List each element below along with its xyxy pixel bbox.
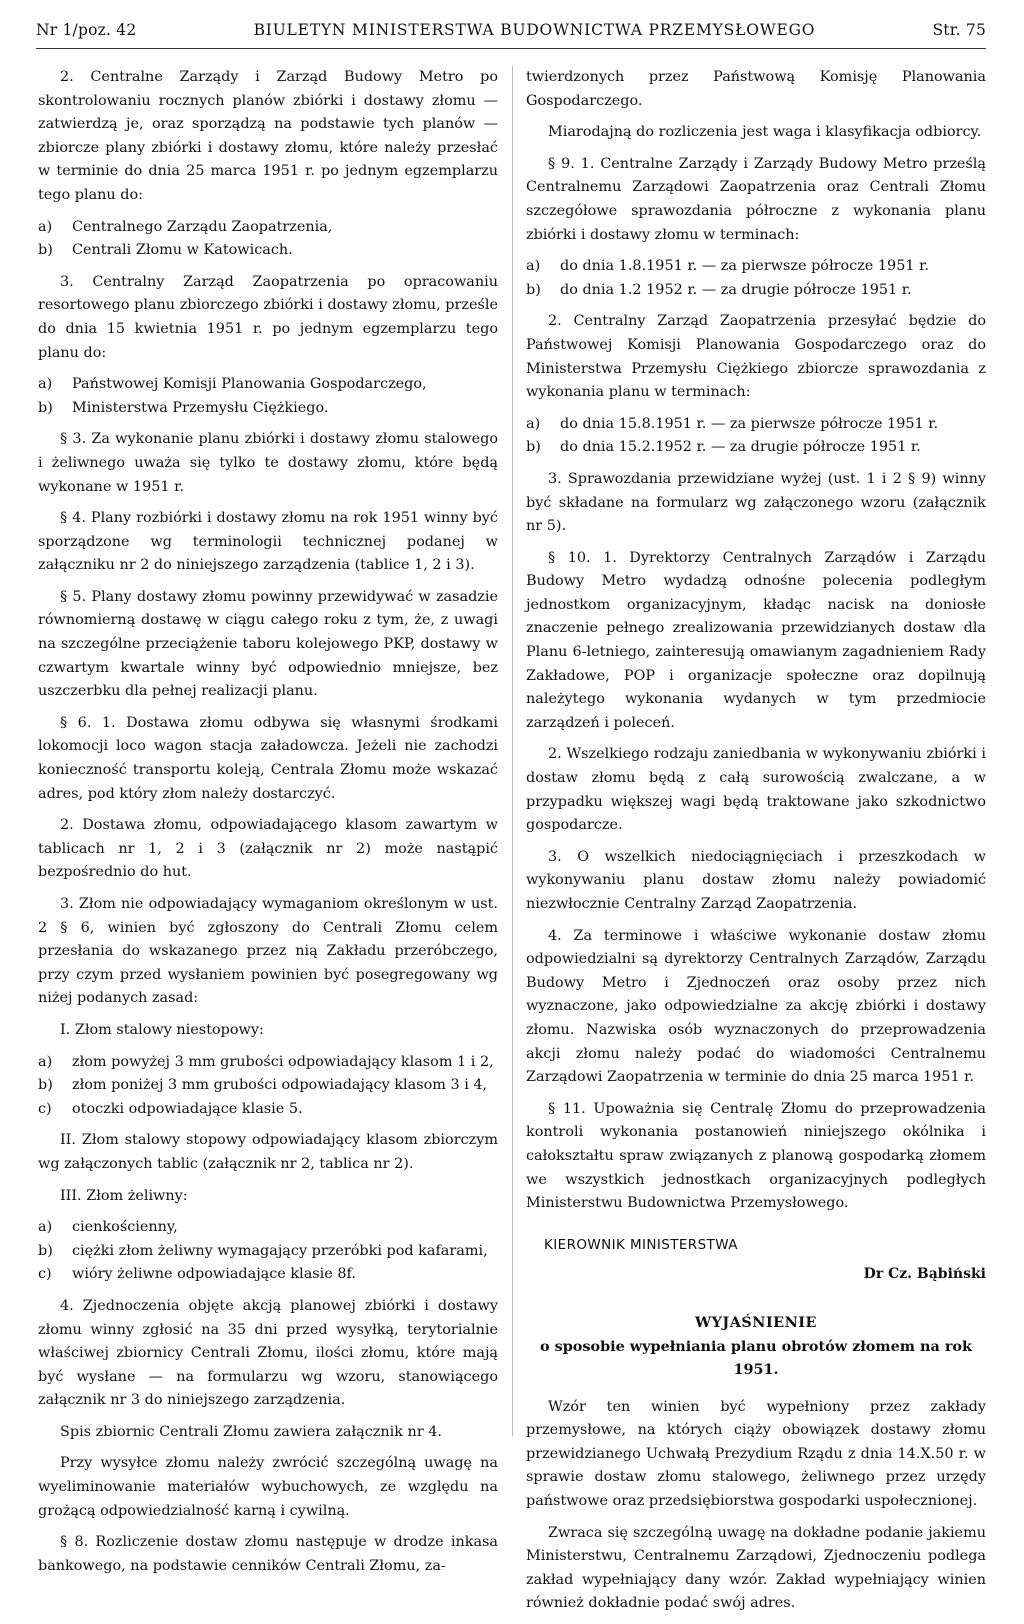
page-header — [36, 14, 986, 46]
list-item — [526, 413, 986, 437]
page-number: Str. 75 — [932, 21, 986, 39]
section-paragraph: § 4. Plany rozbiórki i dostawy złomu na rok 1951 winny być sporządzone wg terminologii technicznej podanej w załączniku nr 2 do niniejszego zarządzenia (tablice 1, 2 i 3). — [38, 510, 498, 574]
signer-title: KIEROWNIK MINISTERSTWA — [544, 1236, 738, 1253]
list-marker: a) — [38, 1219, 53, 1236]
paragraph: 4. Zjednoczenia objęte akcją planowej zbiórki i dostawy złomu winny zgłosić na 35 dni przed wysyłką, terytorialnie właściwej zbiornicy Centrali Złomu, ilości złomu, które mają być wysłane — na formularzu wg wzoru, stanowiącego załącznik nr 3 do niniejszego zarządzenia. — [38, 1297, 498, 1409]
list-text: złom powyżej 3 mm grubości odpowiadający klasom 1 i 2, — [72, 1053, 494, 1070]
list-item — [526, 279, 986, 303]
section-paragraph: § 6. 1. Dostawa złomu odbywa się własnymi środkami lokomocji loco wagon stacja załadowcza. Jeżeli nie zachodzi konieczność transportu koleją, Centrala Złomu może wskazać adres, pod który złom należy dostarczyć. — [38, 714, 498, 802]
section-paragraph: § 9. 1. Centralne Zarządy i Zarządy Budowy Metro prześlą Centralnemu Zarządowi Zaopatrzenia oraz Centrali Złomu szczegółowe sprawozdania półroczne z wykonania planu zbiórki i dostawy złomu w terminach: — [526, 155, 986, 243]
issue-number: Nr 1/poz. 42 — [36, 21, 137, 39]
right-column — [526, 66, 986, 1624]
category-heading: III. Złom żeliwny: — [60, 1187, 188, 1204]
list-text: do dnia 1.2 1952 r. — za drugie półrocze 1951 r. — [560, 281, 912, 298]
column-divider — [512, 66, 513, 1436]
list-marker: b) — [38, 1242, 53, 1259]
list-item — [38, 1098, 498, 1122]
list-text: cienkościenny, — [72, 1219, 178, 1236]
section-paragraph: § 5. Plany dostawy złomu powinny przewidywać w zasadzie równomierną dostawę w ciągu całego roku z tym, że, z uwagi na szczególne przeciążenie taboru kolejowego PKP, dostawy w czwartym kwartale winny być odpowiednio mniejsze, bez uszczerbku dla pełnej realizacji planu. — [38, 588, 498, 700]
paragraph: 3. Złom nie odpowiadający wymaganiom określonym w ust. 2 § 6, winien być zgłoszony do Centrali Złomu celem przesłania do wskazanego przez nią Zakładu przeróbczego, przy czym przed wysłaniem powinien być posegregowany wg niżej podanych zasad: — [38, 896, 498, 1007]
list-item — [38, 1216, 498, 1240]
list-text: otoczki odpowiadające klasie 5. — [72, 1100, 303, 1117]
left-column — [38, 66, 498, 1586]
header-rule — [36, 48, 986, 49]
paragraph: twierdzonych przez Państwową Komisję Planowania Gospodarczego. — [526, 69, 986, 109]
section-paragraph: § 11. Upoważnia się Centralę Złomu do przeprowadzenia kontroli wykonania postanowień niniejszego okólnika i całokształtu spraw związanych z planową gospodarką złomem we wszystkich jednostkach organizacyjnych podległych Ministerstwu Budownictwa Przemysłowego. — [526, 1100, 986, 1212]
paragraph: Zwraca się szczególną uwagę na dokładne podanie jakiemu Ministerstwu, Centralnemu Zarządowi, Zjednoczeniu podlega zakład wypełniający dany wzór. Zakład wypełniający winien również dokładnie podać swój adres. — [526, 1524, 986, 1612]
category-heading: II. Złom stalowy stopowy odpowiadający klasom zbiorczym wg załączonych tablic (załącznik nr 2, tablica nr 2). — [38, 1132, 498, 1172]
list-text: Państwowej Komisji Planowania Gospodarczego, — [72, 376, 427, 393]
list-item — [526, 436, 986, 460]
paragraph: 4. Za terminowe i właściwe wykonanie dostaw złomu odpowiedzialni są dyrektorzy Centralnych Zarządów, Zarządu Budowy Metro i Zjednoczeń oraz osoby przez nich wyznaczone, jako odpowiedzialne za akcję zbiórki i dostawy złomu. Nazwiska osób wyznaczonych do przeprowadzenia akcji złomu należy podać do wiadomości Centralnemu Zarządowi Zaopatrzenia w terminie do dnia 25 marca 1951 r. — [526, 927, 986, 1086]
list-text: do dnia 15.2.1952 r. — za drugie półrocze 1951 r. — [560, 439, 921, 456]
list-text: wióry żeliwne odpowiadające klasie 8f. — [72, 1266, 356, 1283]
category-heading: I. Złom stalowy niestopowy: — [60, 1021, 264, 1038]
list-text: Centrali Złomu w Katowicach. — [72, 242, 293, 259]
paragraph: 3. Sprawozdania przewidziane wyżej (ust. 1 i 2 § 9) winny być składane na formularz wg załączonego wzoru (załącznik nr 5). — [526, 470, 986, 535]
list-marker: c) — [38, 1100, 52, 1117]
paragraph: 2. Centralny Zarząd Zaopatrzenia przesyłać będzie do Państwowej Komisji Planowania Gospodarczego oraz do Ministerstwa Przemysłu Ciężkiego zbiorcze sprawozdania z wykonania planu w terminach: — [526, 313, 986, 401]
paragraph: Spis zbiornic Centrali Złomu zawiera załącznik nr 4. — [60, 1423, 443, 1440]
list-marker: a) — [38, 218, 53, 235]
paragraph: 3. Centralny Zarząd Zaopatrzenia po opracowaniu resortowego planu zbiorczego zbiórki i dostawy złomu, prześle do dnia 15 kwietnia 1951 r. po jednym egzemplarzu tego planu do: — [38, 273, 498, 361]
section-paragraph: § 3. Za wykonanie planu zbiórki i dostawy złomu stalowego i żeliwnego uważa się tylko te dostawy złomu, które będą wykonane w 1951 r. — [38, 431, 498, 495]
list-marker: c) — [38, 1266, 52, 1283]
list-marker: a) — [38, 1053, 53, 1070]
list-item — [38, 1051, 498, 1075]
list-item — [38, 1263, 498, 1287]
list-marker: b) — [38, 399, 53, 416]
list-item — [38, 397, 498, 421]
list-marker: a) — [526, 258, 541, 275]
signature-name: Dr Cz. Bąbiński — [863, 1266, 986, 1283]
list-item — [38, 1074, 498, 1098]
paragraph: Miarodajną do rozliczenia jest waga i klasyfikacja odbiorcy. — [548, 124, 982, 141]
list-text: do dnia 15.8.1951 r. — za pierwsze półrocze 1951 r. — [560, 415, 939, 432]
list-item — [38, 1240, 498, 1264]
explanation-subheading: o sposobie wypełniania planu obrotów złomem na rok 1951. — [540, 1337, 972, 1379]
list-item — [526, 255, 986, 279]
list-marker: b) — [38, 242, 53, 259]
list-marker: a) — [38, 376, 53, 393]
list-text: do dnia 1.8.1951 r. — za pierwsze półrocze 1951 r. — [560, 258, 929, 275]
paragraph: Wzór ten winien być wypełniony przez zakłady przemysłowe, na których ciąży obowiązek dostawy złomu przewidzianego Uchwałą Prezydium Rządu z dnia 14.X.50 r. w sprawie dostaw złomu stalowego, żeliwnego przez urzędy państwowe oraz przedsiębiorstwa gospodarki uspołecznionej. — [526, 1398, 986, 1510]
list-marker: b) — [38, 1077, 53, 1094]
list-text: Ministerstwa Przemysłu Ciężkiego. — [72, 399, 329, 416]
list-text: złom poniżej 3 mm grubości odpowiadający klasom 3 i 4, — [72, 1077, 488, 1094]
list-text: Centralnego Zarządu Zaopatrzenia, — [72, 218, 333, 235]
list-item — [38, 239, 498, 263]
list-marker: a) — [526, 415, 541, 432]
paragraph: 2. Dostawa złomu, odpowiadającego klasom zawartym w tablicach nr 1, 2 i 3 (załącznik nr 2) może nastąpić bezpośrednio do hut. — [38, 817, 498, 881]
paragraph: 2. Centralne Zarządy i Zarząd Budowy Metro po skontrolowaniu rocznych planów zbiórki i dostawy złomu — zatwierdzą je, oraz sporządzą na podstawie tych planów — zbiorcze plany zbiórki i dostawy złomu, które należy przesłać w terminie do dnia 25 marca 1951 r. po jednym egzemplarzu tego planu do: — [38, 69, 498, 203]
bulletin-title: BIULETYN MINISTERSTWA BUDOWNICTWA PRZEMYSŁOWEGO — [253, 21, 816, 39]
list-marker: b) — [526, 281, 541, 298]
paragraph: Przy wysyłce złomu należy zwrócić szczególną uwagę na wyeliminowanie materiałów wybuchowych, ze względu na grożącą odpowiedzialność karną i cywilną. — [38, 1455, 498, 1519]
paragraph: 2. Wszelkiego rodzaju zaniedbania w wykonywaniu zbiórki i dostaw złomu będą z całą surowością zwalczane, a w przypadku większej wagi będą traktowane jako szkodnictwo gospodarcze. — [526, 746, 986, 834]
section-paragraph: § 8. Rozliczenie dostaw złomu następuje w drodze inkasa bankowego, na podstawie cenników Centrali Złomu, za- — [38, 1534, 498, 1574]
list-item — [38, 373, 498, 397]
list-marker: b) — [526, 439, 541, 456]
paragraph: 3. O wszelkich niedociągnięciach i przeszkodach w wykonywaniu planu dostaw złomu należy powiadomić niezwłocznie Centralny Zarząd Zaopatrzenia. — [526, 848, 986, 912]
explanation-heading: WYJAŚNIENIE — [694, 1313, 817, 1331]
list-item — [38, 216, 498, 240]
section-paragraph: § 10. 1. Dyrektorzy Centralnych Zarządów i Zarządu Budowy Metro wydadzą odnośne polecenia podległym jednostkom organizacyjnym, kładąc nacisk na doniosłe znaczenie pełnego zrealizowania przewidzianych dostaw dla Planu 6-letniego, zainteresują omawianym zagadnieniem Rady Zakładowe, POP i organizacje społeczne oraz dopilnują należytego wykonania wydanych w tym przedmiocie zarządzeń i poleceń. — [526, 549, 986, 731]
list-text: ciężki złom żeliwny wymagający przeróbki pod kafarami, — [72, 1242, 488, 1259]
